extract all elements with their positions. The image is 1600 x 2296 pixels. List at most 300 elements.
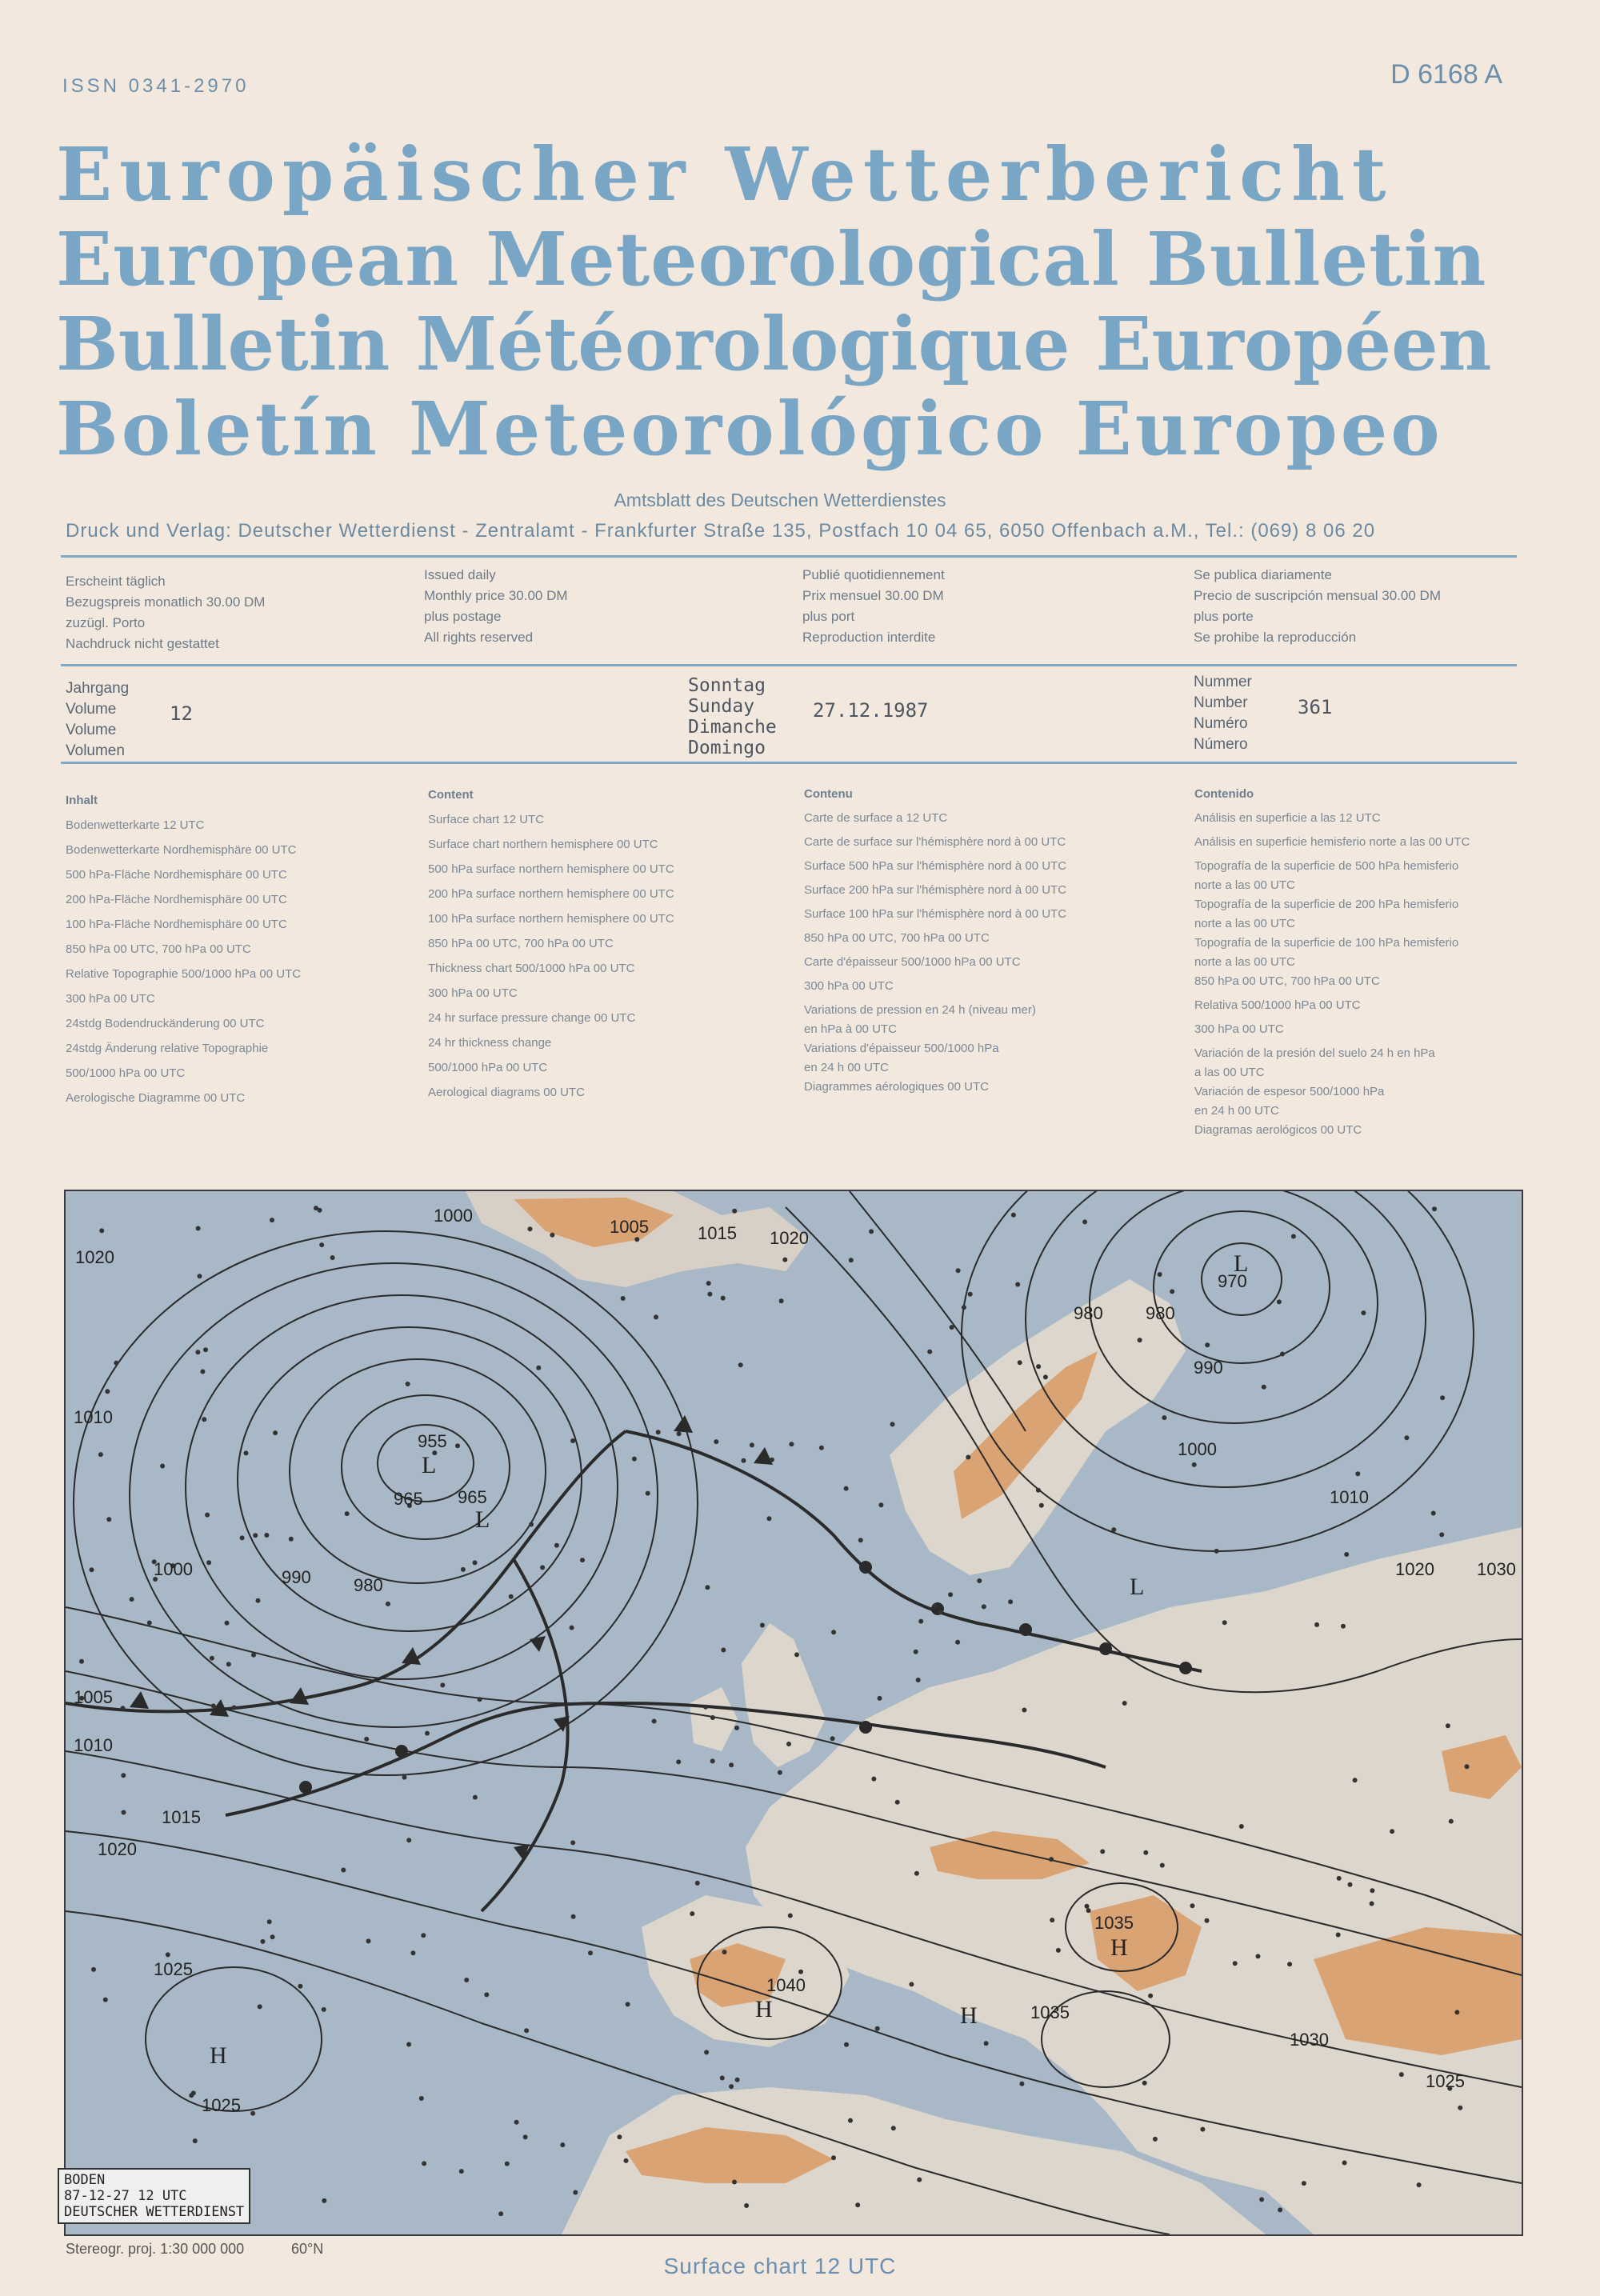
station-dot: [734, 1726, 739, 1730]
station-dot: [706, 1281, 711, 1286]
station-dot: [956, 1268, 961, 1273]
station-dot: [105, 1389, 110, 1394]
station-dot: [634, 1237, 639, 1242]
contents-english: Content Surface chart 12 UTC Surface chart northern hemisphere 00 UTC 500 hPa surface northern hemisphere 00 UTC 200 hPa surface northern hemisphere 00 UTC 100 hPa surface northern hemisphere 00 UTC 850 hPa 00 UTC, 700 hPa 00 UTC Thickness chart 500/1000 hPa 00 UTC 300 hPa 00 UTC 24 hr surface pressure change 00 UTC 24 hr thickness change 500/1000 hPa 00 UTC Aerological diagrams 00 UTC: [428, 788, 674, 1099]
station-dot: [1036, 1364, 1041, 1369]
station-dot: [779, 1298, 784, 1303]
station-dot: [1019, 2082, 1024, 2086]
station-dot: [464, 1978, 469, 1982]
isobar-label: 1030: [1290, 2030, 1329, 2050]
contents-spanish: Contenido Análisis en superficie a las 12 UTC Análisis en superficie hemisferio norte a las 00 UTC Topografía de la superficie de 500 hPa hemisferio norte a las 00 UTC Topografía de la superficie de 200 hPa hemisferio norte a las 00 UTC Topografía de la superficie de 100 hPa hemisferio norte a las 00 UTC 850 hPa 00 UTC, 700 hPa 00 UTC Relativa 500/1000 hPa 00 UTC 300 hPa 00 UTC Variación de la presión del suelo 24 h en hPa a las 00 UTC Variación de espesor 500/1000 hPa en 24 h 00 UTC Diagramas aerológicos 00 UTC: [1194, 787, 1470, 1137]
station-dot: [570, 1626, 574, 1630]
isobar-label: 980: [1146, 1303, 1175, 1323]
station-dot: [410, 1950, 415, 1955]
low-center: L: [1130, 1574, 1145, 1600]
station-dot: [744, 2203, 749, 2208]
isobar-label: 1025: [154, 1959, 193, 1979]
station-dot: [1043, 1374, 1048, 1379]
isobar-label: 990: [282, 1567, 311, 1587]
station-dot: [950, 1325, 954, 1330]
isobar-label: 1030: [1477, 1559, 1516, 1579]
station-dot: [103, 1998, 108, 2002]
station-dot: [106, 1517, 111, 1522]
station-dot: [366, 1938, 371, 1943]
station-dot: [421, 1933, 426, 1938]
isobar-label: 1000: [154, 1559, 193, 1579]
station-dot: [742, 1458, 746, 1463]
isobar-label: 955: [418, 1431, 447, 1451]
station-dot: [1233, 1961, 1238, 1966]
station-dot: [1355, 1471, 1360, 1476]
station-dot: [189, 2093, 194, 2098]
station-dot: [211, 1703, 216, 1708]
station-dot: [122, 1810, 126, 1815]
pricing-english: Issued daily Monthly price 30.00 DM plus postage All rights reserved: [424, 567, 568, 645]
station-dot: [270, 1934, 275, 1939]
station-dot: [455, 1443, 460, 1448]
station-dot: [722, 1950, 727, 1954]
station-dot: [195, 1350, 200, 1354]
station-dot: [402, 1775, 407, 1780]
station-dot: [1342, 2161, 1347, 2166]
station-dot: [91, 1967, 96, 1972]
station-dot: [710, 1758, 715, 1763]
station-dot: [1142, 2081, 1147, 2086]
station-dot: [570, 1840, 575, 1845]
station-dot: [524, 2028, 529, 2033]
station-dot: [955, 1640, 960, 1645]
station-dot: [729, 2084, 734, 2089]
station-dot: [1036, 1488, 1041, 1493]
station-dot: [1008, 1599, 1013, 1604]
title-english: European Meteorological Bulletin: [56, 216, 1487, 302]
station-dot: [473, 1795, 478, 1800]
station-dot: [509, 1594, 514, 1599]
station-dot: [1122, 1701, 1127, 1706]
station-dot: [1222, 1620, 1227, 1625]
station-dot: [848, 2118, 853, 2123]
high-center: H: [960, 2002, 978, 2029]
station-dot: [1056, 1948, 1061, 1953]
station-dot: [206, 1560, 211, 1565]
station-dot: [318, 1208, 322, 1213]
title-spanish: Boletín Meteorológico Europeo: [56, 386, 1443, 472]
station-dot: [632, 1457, 637, 1462]
issn-number: ISSN 0341-2970: [62, 75, 250, 97]
station-dot: [738, 1362, 743, 1367]
station-dot: [264, 1533, 269, 1538]
station-dot: [1085, 1904, 1090, 1909]
station-dot: [345, 1511, 350, 1516]
station-dot: [617, 2134, 622, 2139]
station-dot: [364, 1737, 369, 1742]
station-dot: [1370, 1888, 1374, 1893]
station-dot: [621, 1296, 626, 1301]
station-dot: [1050, 1918, 1054, 1922]
low-center: L: [422, 1452, 437, 1478]
isobar-label: 990: [1194, 1358, 1223, 1378]
publisher-line: Druck und Verlag: Deutscher Wetterdienst - Zentralamt - Frankfurter Straße 135, Postfach 10 04 65, 6050 Offenbach a.M., Tel.: (069) 8 06 20: [66, 520, 1376, 542]
station-dot: [707, 1292, 712, 1297]
station-dot: [1018, 1360, 1022, 1365]
station-dot: [79, 1659, 84, 1664]
station-dot: [918, 1619, 923, 1624]
station-dot: [721, 1648, 726, 1653]
station-dot: [703, 1705, 708, 1710]
station-dot: [258, 2004, 262, 2009]
station-dot: [425, 1731, 430, 1736]
station-dot: [419, 2096, 424, 2101]
isobar-label: 1005: [610, 1217, 649, 1237]
station-dot: [198, 1274, 202, 1278]
station-dot: [1143, 1850, 1148, 1855]
station-dot: [831, 1630, 836, 1634]
document-number: D 6168 A: [1390, 59, 1502, 90]
station-dot: [550, 1233, 554, 1238]
station-dot: [573, 2190, 578, 2195]
volume-labels: Jahrgang Volume Volume Volumen: [66, 680, 130, 759]
station-dot: [1138, 1338, 1142, 1342]
station-dot: [298, 1984, 302, 1989]
station-dot: [909, 1982, 914, 1986]
station-dot: [1262, 1385, 1266, 1390]
station-dot: [968, 1292, 973, 1297]
station-dot: [1465, 1764, 1470, 1769]
station-dot: [1039, 1503, 1044, 1508]
station-dot: [322, 2198, 326, 2203]
station-dot: [225, 1621, 230, 1626]
station-dot: [624, 2158, 629, 2163]
station-dot: [714, 1439, 718, 1444]
station-dot: [440, 1682, 445, 1687]
title-german: Europäischer Wetterbericht: [56, 131, 1394, 218]
map-svg: [66, 1191, 1522, 2234]
contents-german: Inhalt Bodenwetterkarte 12 UTC Bodenwetterkarte Nordhemisphäre 00 UTC 500 hPa-Fläche Nordhemisphäre 00 UTC 200 hPa-Fläche Nordhemisphäre 00 UTC 100 hPa-Fläche Nordhemisphäre 00 UTC 850 hPa 00 UTC, 700 hPa 00 UTC Relative Topographie 500/1000 hPa 00 UTC 300 hPa 00 UTC 24stdg Bodendruckänderung 00 UTC 24stdg Änderung relative Topographie 500/1000 hPa 00 UTC Aerologische Diagramme 00 UTC: [66, 794, 302, 1105]
isobar-label: 1010: [1330, 1487, 1369, 1507]
station-dot: [193, 2138, 198, 2143]
station-dot: [289, 1537, 294, 1542]
station-dot: [782, 1258, 787, 1262]
station-dot: [871, 1777, 876, 1782]
station-dot: [270, 1218, 274, 1222]
station-dot: [789, 1442, 794, 1446]
station-dot: [770, 1458, 774, 1462]
station-dot: [1086, 1908, 1091, 1913]
surface-weather-map: [64, 1190, 1523, 2236]
station-dot: [1160, 1863, 1165, 1868]
station-dot: [890, 1422, 895, 1426]
station-dot: [704, 2050, 709, 2054]
station-dot: [849, 1258, 854, 1262]
isobar-label: 965: [394, 1489, 423, 1509]
station-dot: [459, 2169, 464, 2174]
volume-value: 12: [170, 702, 193, 725]
station-dot: [205, 1513, 210, 1518]
station-dot: [1190, 1903, 1195, 1908]
divider-issue-top: [61, 664, 1517, 666]
isobar-label: 1020: [1395, 1559, 1434, 1579]
station-dot: [484, 1992, 489, 1997]
station-dot: [147, 1621, 152, 1626]
station-dot: [977, 1578, 982, 1583]
station-dot: [767, 1516, 772, 1521]
station-dot: [1148, 1994, 1153, 1998]
station-dot: [1439, 1532, 1444, 1537]
station-dot: [1370, 1902, 1374, 1906]
station-dot: [1344, 1552, 1349, 1557]
station-dot: [1404, 1435, 1409, 1440]
station-dot: [1239, 1824, 1244, 1829]
station-dot: [226, 1662, 231, 1666]
station-dot: [1431, 1511, 1436, 1516]
station-dot: [267, 1919, 272, 1924]
station-dot: [256, 1598, 261, 1603]
isobar-label: 980: [1074, 1303, 1103, 1323]
station-dot: [844, 2042, 849, 2047]
station-dot: [560, 2142, 565, 2147]
station-dot: [528, 1226, 533, 1231]
station-dot: [588, 1950, 593, 1955]
station-dot: [200, 1370, 205, 1374]
isobar-label: 1000: [434, 1206, 473, 1226]
station-dot: [938, 1610, 942, 1614]
station-dot: [1162, 1415, 1166, 1420]
high-center: H: [755, 1996, 773, 2022]
station-dot: [654, 1314, 658, 1319]
station-dot: [406, 1838, 411, 1842]
station-dot: [210, 1656, 214, 1661]
station-dot: [927, 1350, 932, 1354]
station-dot: [505, 2162, 510, 2166]
pricing-german: Erscheint täglich Bezugspreis monatlich 30.00 DM zuzügl. Porto Nachdruck nicht gestattet: [66, 574, 266, 651]
low-center: L: [1234, 1250, 1249, 1277]
station-dot: [1278, 2207, 1282, 2212]
isobar-label: 1000: [1178, 1439, 1217, 1459]
amtsblatt-line: Amtsblatt des Deutschen Wetterdienstes: [614, 490, 946, 510]
station-dot: [166, 1952, 170, 1957]
pricing-spanish: Se publica diariamente Precio de suscripción mensual 30.00 DM plus porte Se prohibe la reproducción: [1194, 567, 1441, 645]
station-dot: [869, 1229, 874, 1234]
station-dot: [232, 1706, 237, 1710]
station-dot: [1111, 1527, 1116, 1532]
station-dot: [1361, 1310, 1366, 1315]
station-dot: [121, 1773, 126, 1778]
station-dot: [652, 1719, 657, 1724]
station-dot: [1022, 1708, 1026, 1713]
station-dot: [203, 1347, 208, 1352]
station-dot: [1015, 1282, 1020, 1287]
pricing-french: Publié quotidiennement Prix mensuel 30.00 DM plus port Reproduction interdite: [802, 567, 945, 645]
station-dot: [523, 2134, 528, 2139]
station-dot: [261, 1939, 266, 1944]
station-dot: [121, 1706, 126, 1710]
station-dot: [114, 1361, 118, 1366]
isobar-label: 1005: [74, 1687, 113, 1707]
station-dot: [831, 2155, 836, 2160]
station-dot: [406, 1382, 410, 1386]
station-dot: [196, 1226, 201, 1231]
station-dot: [1446, 1723, 1450, 1728]
station-dot: [760, 1623, 765, 1628]
station-dot: [160, 1464, 165, 1469]
station-dot: [695, 1881, 700, 1886]
station-dot: [1153, 2137, 1158, 2142]
station-dot: [514, 2120, 519, 2125]
station-dot: [1100, 1849, 1105, 1854]
station-dot: [1277, 1299, 1282, 1304]
station-dot: [1011, 1213, 1016, 1218]
station-dot: [99, 1228, 104, 1233]
station-dot: [1314, 1622, 1319, 1627]
isobar-label: 1040: [766, 1975, 806, 1995]
station-dot: [676, 1759, 681, 1764]
station-dot: [982, 1604, 986, 1609]
high-center: H: [1110, 1934, 1128, 1961]
station-dot: [878, 1696, 882, 1701]
high-center: H: [210, 2042, 227, 2069]
station-dot: [1214, 1549, 1219, 1554]
station-dot: [1291, 1234, 1296, 1239]
isobar-label: 1010: [74, 1407, 113, 1427]
divider-top: [61, 555, 1517, 558]
station-dot: [330, 1255, 335, 1260]
isobar-label: 1015: [698, 1223, 737, 1243]
station-dot: [1200, 2127, 1205, 2132]
station-dot: [529, 1522, 534, 1527]
station-dot: [570, 1438, 575, 1443]
station-dot: [1348, 1882, 1353, 1887]
title-french: Bulletin Météorologique Européen: [56, 301, 1492, 387]
station-dot: [1353, 1778, 1358, 1782]
low-center: L: [475, 1506, 490, 1533]
station-dot: [250, 2111, 255, 2116]
station-dot: [1341, 1624, 1346, 1629]
projection-latitude: 60°N: [291, 2241, 324, 2257]
projection-note: Stereogr. proj. 1:30 000 000: [66, 2241, 245, 2257]
station-dot: [540, 1565, 545, 1570]
isobar-label: 1020: [770, 1228, 809, 1248]
station-dot: [798, 1970, 803, 1974]
isobar-label: 980: [354, 1575, 383, 1595]
isobar-label: 1035: [1094, 1913, 1134, 1933]
station-dot: [1082, 1219, 1087, 1224]
station-dot: [984, 2041, 989, 2046]
isobar-label: 1020: [75, 1247, 114, 1267]
station-dot: [571, 1914, 576, 1919]
station-dot: [966, 1455, 970, 1460]
station-dot: [1458, 2106, 1462, 2110]
station-dot: [677, 1431, 682, 1436]
station-dot: [1417, 2182, 1422, 2187]
station-dot: [98, 1452, 103, 1457]
station-dot: [1205, 1342, 1210, 1347]
isobar-label: 1015: [162, 1807, 201, 1827]
station-dot: [1287, 1962, 1292, 1966]
station-dot: [710, 1715, 715, 1720]
station-dot: [1399, 2072, 1404, 2077]
station-dot: [273, 1430, 278, 1435]
issue-number: 361: [1298, 696, 1333, 718]
station-dot: [244, 1450, 249, 1455]
station-dot: [473, 1560, 478, 1565]
map-stamp: BODEN 87-12-27 12 UTC DEUTSCHER WETTERDIENST: [58, 2168, 250, 2224]
station-dot: [732, 2180, 737, 2185]
station-dot: [1170, 1289, 1174, 1294]
station-dot: [720, 2076, 725, 2081]
station-dot: [948, 1592, 953, 1597]
station-dot: [322, 2007, 326, 2012]
station-dot: [498, 2211, 503, 2216]
station-dot: [461, 1567, 466, 1572]
station-dot: [1256, 1954, 1261, 1958]
divider-issue-bottom: [61, 762, 1517, 764]
station-dot: [130, 1597, 134, 1602]
station-dot: [891, 2126, 896, 2130]
station-dot: [794, 1652, 799, 1657]
station-dot: [786, 1742, 791, 1746]
station-dot: [422, 2161, 426, 2166]
number-labels: Nummer Number Numéro Número: [1194, 674, 1252, 753]
isobar-label: 1025: [1426, 2071, 1465, 2091]
station-dot: [914, 1650, 918, 1654]
station-dot: [1205, 1918, 1210, 1923]
station-dot: [690, 1911, 694, 1916]
map-caption: Surface chart 12 UTC: [663, 2254, 897, 2278]
station-dot: [1390, 1829, 1394, 1834]
station-dot: [1454, 2010, 1459, 2014]
station-dot: [386, 1602, 390, 1606]
weekday-labels: Sonntag Sunday Dimanche Domingo: [688, 675, 777, 758]
isobar-label: 970: [1218, 1271, 1247, 1291]
station-dot: [341, 1868, 346, 1873]
station-dot: [1337, 1876, 1342, 1881]
station-dot: [251, 1653, 256, 1658]
station-dot: [895, 1800, 900, 1805]
station-dot: [1192, 1462, 1197, 1467]
station-dot: [1336, 1933, 1341, 1938]
isobar-label: 1025: [202, 2095, 241, 2115]
isobar-label: 965: [458, 1487, 487, 1507]
station-dot: [90, 1567, 94, 1572]
station-dot: [875, 2026, 880, 2031]
station-dot: [580, 1558, 585, 1562]
station-dot: [962, 1305, 966, 1310]
station-dot: [1449, 1819, 1454, 1824]
station-dot: [858, 1538, 863, 1542]
station-dot: [735, 2078, 740, 2082]
isobar-label: 1035: [1030, 2002, 1070, 2022]
station-dot: [536, 1366, 541, 1370]
station-dot: [721, 1296, 726, 1301]
station-dot: [819, 1446, 824, 1450]
station-dot: [788, 1914, 793, 1918]
station-dot: [844, 1486, 849, 1491]
station-dot: [830, 1736, 835, 1741]
station-dot: [705, 1585, 710, 1590]
station-dot: [554, 1543, 559, 1548]
station-dot: [1259, 2197, 1264, 2202]
station-dot: [732, 1209, 737, 1214]
station-dot: [729, 1762, 734, 1767]
station-dot: [626, 2002, 630, 2006]
station-dot: [1432, 1206, 1437, 1211]
station-dot: [878, 1502, 883, 1507]
station-dot: [319, 1242, 324, 1247]
contents-french: Contenu Carte de surface a 12 UTC Carte de surface sur l'hémisphère nord à 00 UTC Surface 500 hPa sur l'hémisphère nord à 00 UTC Surface 200 hPa sur l'hémisphère nord à 00 UTC Surface 100 hPa sur l'hémisphère nord à 00 UTC 850 hPa 00 UTC, 700 hPa 00 UTC Carte d'épaisseur 500/1000 hPa 00 UTC 300 hPa 00 UTC Variations de pression en 24 h (niveau mer) en hPa à 00 UTC Variations d'épaisseur 500/1000 hPa en 24 h 00 UTC Diagrammes aérologiques 00 UTC: [804, 787, 1067, 1094]
station-dot: [917, 2178, 922, 2182]
station-dot: [656, 1430, 661, 1434]
station-dot: [1280, 1352, 1285, 1357]
